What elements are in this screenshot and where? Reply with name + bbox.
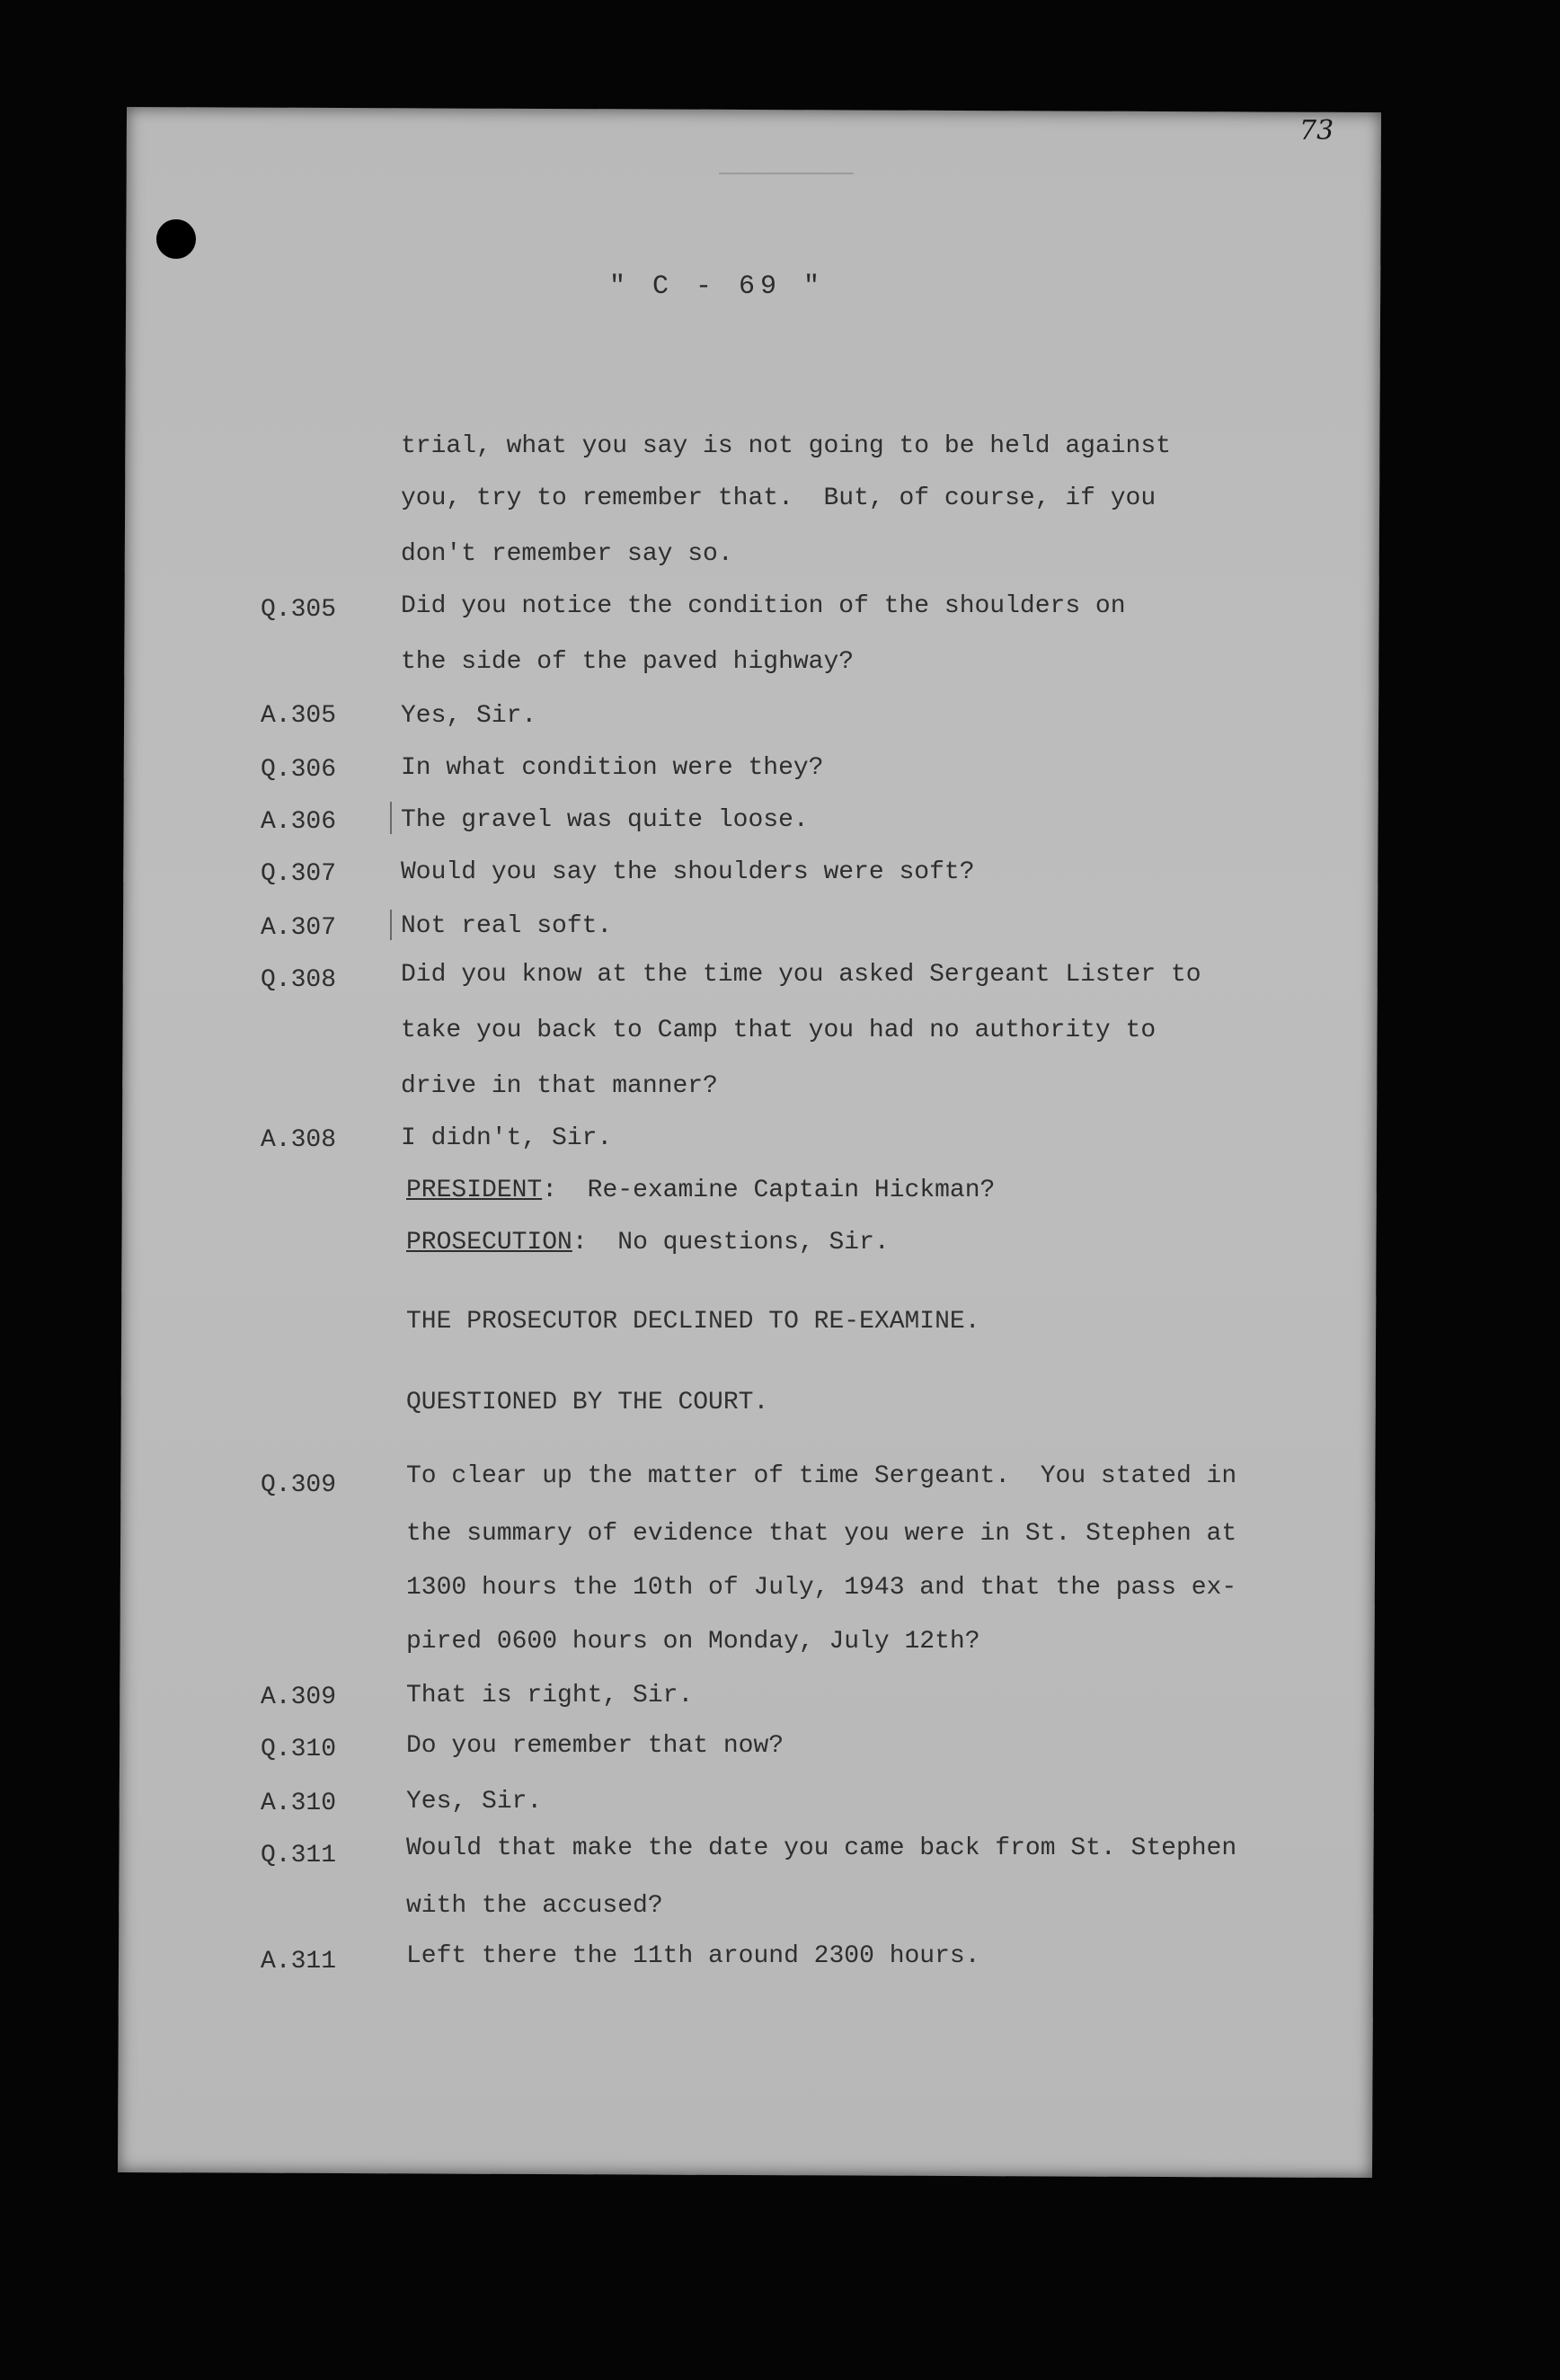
punch-hole — [156, 219, 196, 259]
section-heading: QUESTIONED BY THE COURT. — [406, 1389, 769, 1416]
prosecution-line: PROSECUTION: No questions, Sir. — [406, 1229, 890, 1257]
question-number: Q.305 — [261, 596, 337, 624]
question-text: Did you notice the condition of the shoulders on — [401, 592, 1126, 620]
answer-text: That is right, Sir. — [406, 1682, 694, 1710]
question-text: drive in that manner? — [401, 1072, 718, 1100]
answer-text: Yes, Sir. — [406, 1788, 543, 1816]
question-text: Would that make the date you came back from St. Stephen — [406, 1834, 1237, 1862]
answer-text: Left there the 11th around 2300 hours. — [406, 1942, 980, 1970]
page-header: " C - 69 " — [609, 271, 826, 302]
answer-number: A.309 — [261, 1683, 337, 1711]
question-text: Would you say the shoulders were soft? — [401, 858, 975, 886]
president-label: PRESIDENT — [406, 1177, 543, 1204]
margin-mark — [390, 910, 392, 940]
question-text: Did you know at the time you asked Sergeant Lister to — [401, 961, 1201, 989]
answer-number: A.307 — [261, 914, 337, 942]
answer-text: Not real soft. — [401, 912, 613, 940]
page-number: 73 — [1299, 115, 1334, 147]
question-text: the side of the paved highway? — [401, 648, 855, 676]
text-line: don't remember say so. — [401, 540, 733, 568]
prosecution-label: PROSECUTION — [406, 1229, 572, 1257]
section-note: THE PROSECUTOR DECLINED TO RE-EXAMINE. — [406, 1308, 980, 1336]
question-number: Q.308 — [261, 966, 337, 994]
question-text: take you back to Camp that you had no authority to — [401, 1017, 1157, 1044]
question-number: Q.309 — [261, 1471, 337, 1499]
president-text: Re-examine Captain Hickman? — [587, 1177, 996, 1204]
answer-number: A.311 — [261, 1948, 337, 1976]
prosecution-text: No questions, Sir. — [617, 1229, 890, 1257]
answer-text: I didn't, Sir. — [401, 1124, 613, 1152]
question-text: with the accused? — [406, 1892, 663, 1920]
text-line: you, try to remember that. But, of course, if you — [401, 484, 1157, 512]
question-text: In what condition were they? — [401, 754, 824, 782]
margin-mark — [390, 802, 392, 834]
question-number: Q.311 — [261, 1842, 337, 1869]
question-text: the summary of evidence that you were in St. Stephen at — [406, 1520, 1237, 1548]
question-number: Q.306 — [261, 756, 337, 784]
answer-number: A.310 — [261, 1789, 337, 1817]
text-line: trial, what you say is not going to be held against — [401, 432, 1171, 460]
header-rule — [719, 173, 854, 174]
question-text: 1300 hours the 10th of July, 1943 and that the pass ex- — [406, 1574, 1237, 1602]
question-text: To clear up the matter of time Sergeant. You stated in — [406, 1462, 1237, 1490]
answer-text: The gravel was quite loose. — [401, 806, 809, 834]
answer-number: A.306 — [261, 808, 337, 836]
president-line: PRESIDENT: Re-examine Captain Hickman? — [406, 1177, 996, 1204]
question-number: Q.307 — [261, 860, 337, 888]
question-text: pired 0600 hours on Monday, July 12th? — [406, 1628, 980, 1656]
question-text: Do you remember that now? — [406, 1732, 784, 1760]
question-number: Q.310 — [261, 1736, 337, 1763]
answer-number: A.308 — [261, 1126, 337, 1154]
answer-text: Yes, Sir. — [401, 702, 537, 730]
answer-number: A.305 — [261, 702, 337, 730]
